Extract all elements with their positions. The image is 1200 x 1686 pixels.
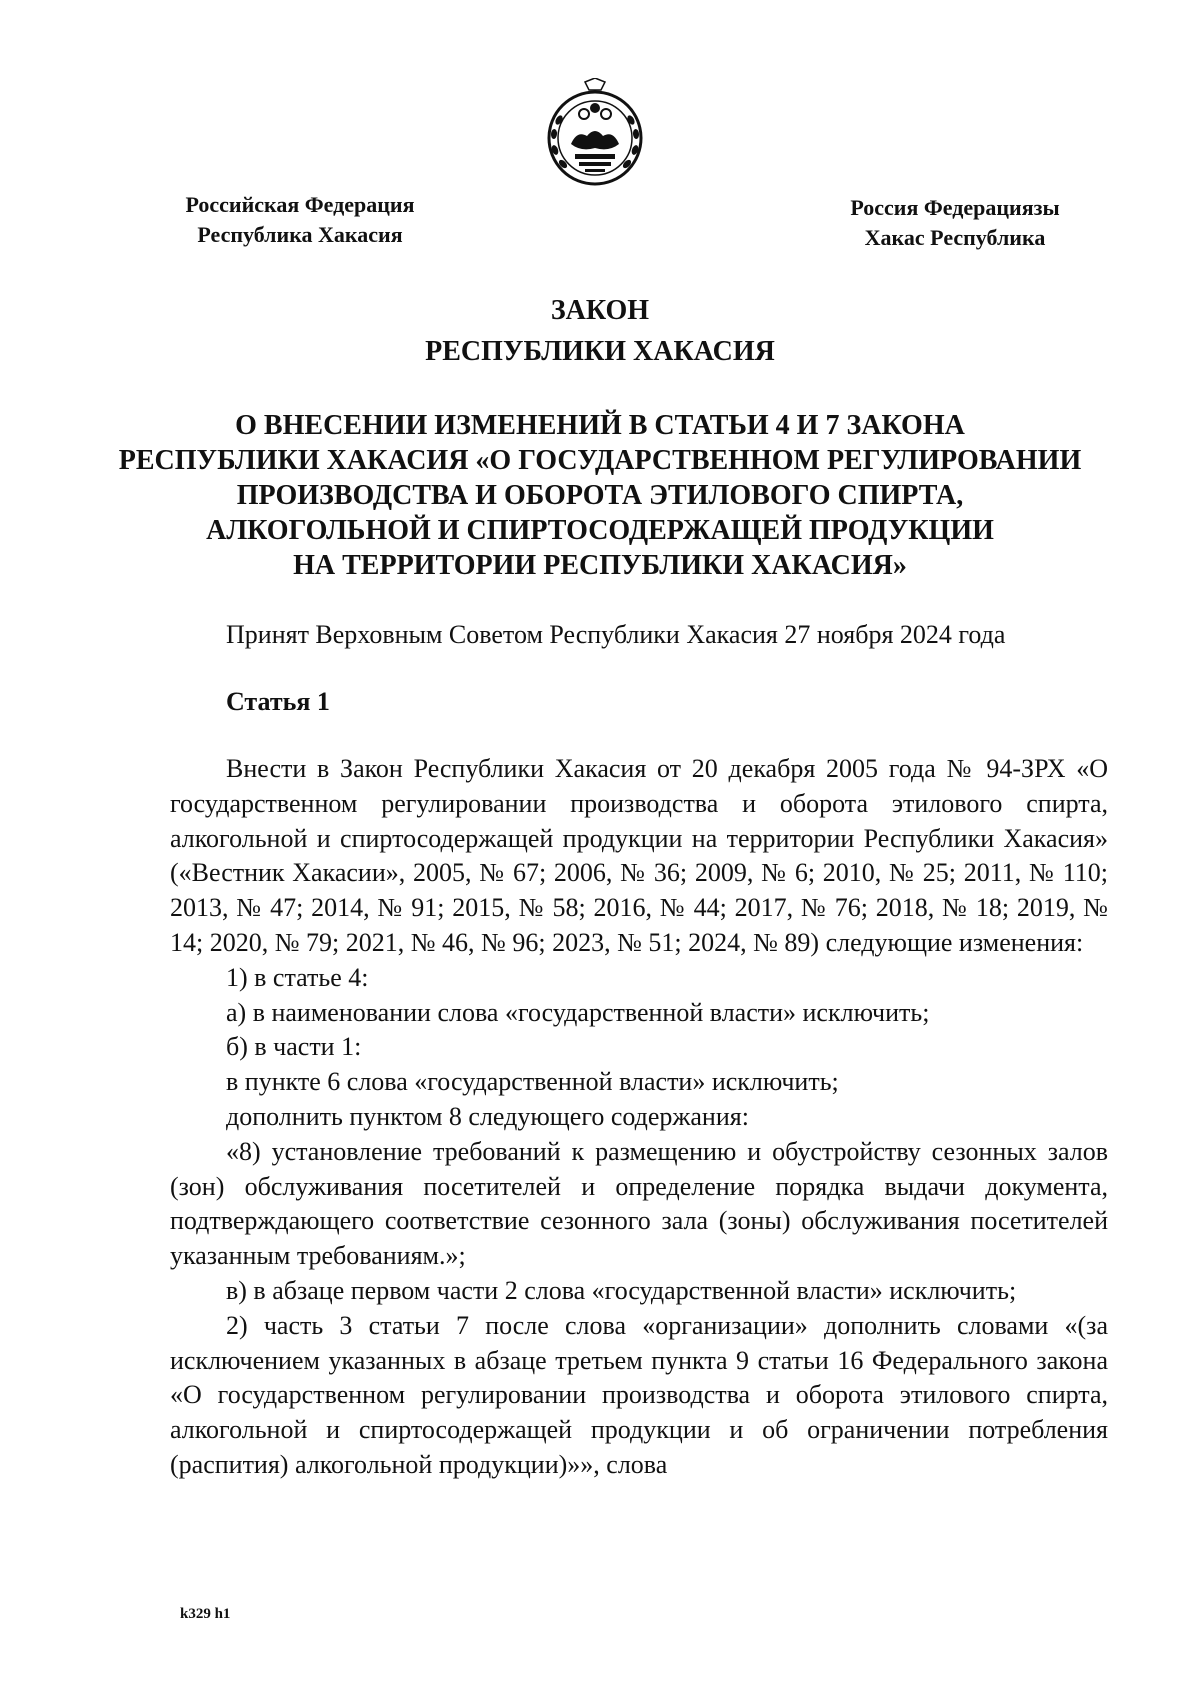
item-2: 2) часть 3 статьи 7 после слова «организации» дополнить словами «(за исключением указанных в абзаце третьем пункта 9 статьи 16 Федерального закона «О государственном регулировании производства и оборота этилового спирта, алкогольной и спиртосодержащей продукции и об ограничении потребления (распития) алкогольной продукции)»», слова [170,1310,1108,1479]
header-left-block [150,190,450,250]
item-1b-add-point8: дополнить пунктом 8 следующего содержания: [226,1101,749,1131]
article-heading: Статья 1 [226,687,330,716]
header-right-country: Россия Федерациязы [850,195,1060,220]
item-1b-point8-text: «8) установление требований к размещению и обустройству сезонных залов (зон) обслуживания посетителей и определение порядка выдачи документа, подтверждающего соответствие сезонного зала (зоны) обслуживания посетителей указанным требованиям.»; [170,1136,1108,1271]
header-right-republic: Хакас Республика [864,225,1046,250]
law-issuer: РЕСПУБЛИКИ ХАКАСИЯ [425,336,775,367]
header-left-country: Российская Федерация [185,192,415,217]
subject-line: АЛКОГОЛЬНОЙ И СПИРТОСОДЕРЖАЩЕЙ ПРОДУКЦИИ [206,515,994,546]
coat-of-arms-emblem [543,78,647,196]
subject-line: РЕСПУБЛИКИ ХАКАСИЯ «О ГОСУДАРСТВЕННОМ РЕГУЛИРОВАНИИ [118,445,1082,476]
item-1b: б) в части 1: [226,1032,362,1062]
item-1b-point6: в пункте 6 слова «государственной власти» исключить; [226,1067,839,1097]
subject-line: НА ТЕРРИТОРИИ РЕСПУБЛИКИ ХАКАСИЯ» [293,550,907,581]
item-1c: в) в абзаце первом части 2 слова «государственной власти» исключить; [226,1275,1017,1305]
item-1: 1) в статье 4: [226,962,369,992]
header-right-block [805,193,1105,253]
subject-line: ПРОИЗВОДСТВА И ОБОРОТА ЭТИЛОВОГО СПИРТА, [236,480,964,511]
item-1a: а) в наименовании слова «государственной власти» исключить; [226,997,930,1027]
subject-line: О ВНЕСЕНИИ ИЗМЕНЕНИЙ В СТАТЬИ 4 И 7 ЗАКОНА [235,410,965,441]
article-body [170,752,1108,1483]
header-left-republic: Республика Хакасия [197,222,403,247]
adoption-note: Принят Верховным Советом Республики Хакасия 27 ноября 2024 года [226,620,1006,649]
law-title: ЗАКОН [550,295,650,326]
document-code: k329 h1 [180,1606,231,1622]
article-intro-paragraph: Внести в Закон Республики Хакасия от 20 декабря 2005 года № 94-ЗРХ «О государственном регулировании производства и оборота этилового спирта, алкогольной и спиртосодержащей продукции на территории Республики Хакасия» («Вестник Хакасии», 2005, № 67; 2006, № 36; 2009, № 6; 2010, № 25; 2011, № 110; 2013, № 47; 2014, № 91; 2015, № 58; 2016, № 44; 2017, № 76; 2018, № 18; 2019, № 14; 2020, № 79; 2021, № 46, № 96; 2023, № 51; 2024, № 89) следующие изменения: [170,754,1108,957]
law-subject [100,408,1100,583]
